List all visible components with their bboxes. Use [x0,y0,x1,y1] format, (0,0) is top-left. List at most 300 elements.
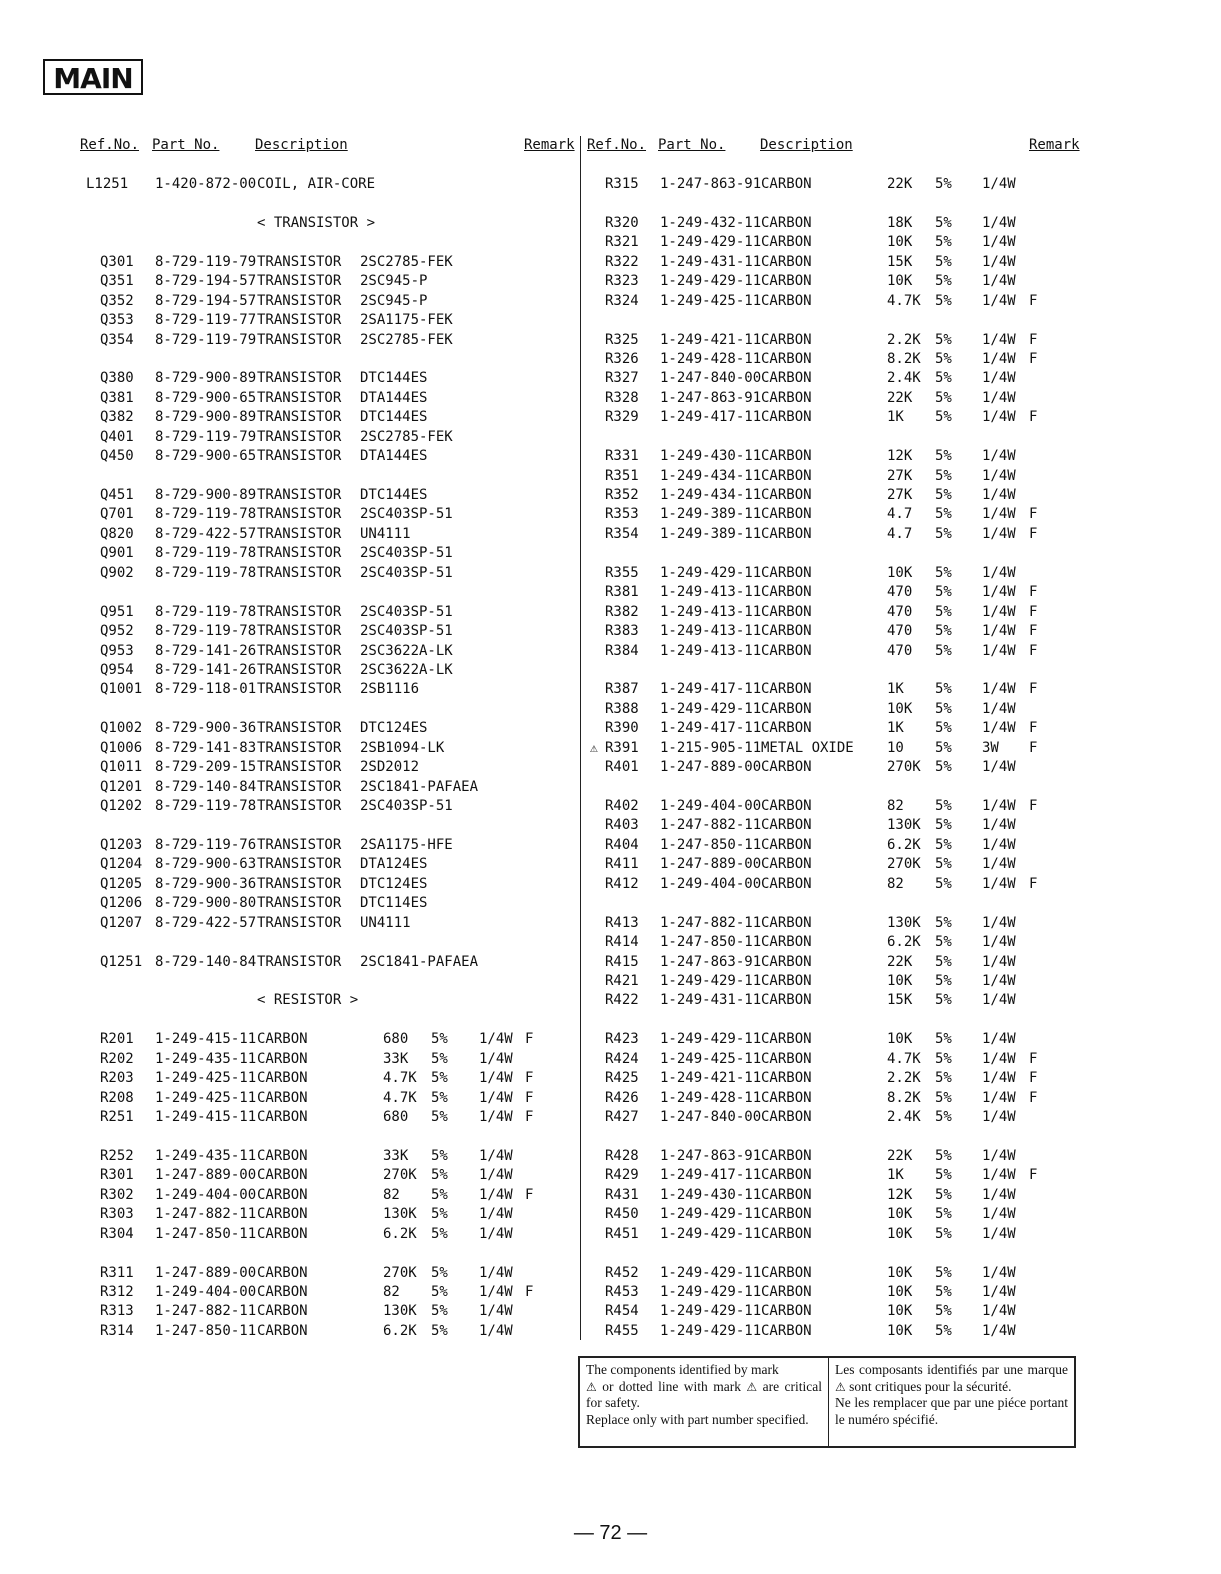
part-watt: 1/4W [982,914,1016,931]
part-tol: 5% [935,1225,952,1242]
part-tol: 5% [935,817,952,834]
part-part: 8-729-140-84 [155,953,257,970]
part-ref: R321 [605,234,639,251]
part-row [0,1283,1221,1302]
part-watt: 1/4W [479,1264,513,1281]
part-desc: CARBON [761,1283,812,1300]
part-ref: R455 [605,1322,639,1339]
part-row [0,1166,1221,1185]
spacer-row [0,544,1221,563]
part-desc: CARBON [761,798,812,814]
part-row [0,408,1221,427]
part-part: 8-729-119-77 [155,312,257,329]
part-tol: 5% [431,1050,448,1067]
part-watt: 1/4W [982,817,1016,834]
part-desc: CARBON [761,1050,812,1067]
part-spec: 2SA1175-FEK [360,312,453,329]
part-row [0,1030,1221,1049]
part-tol: 5% [935,1322,952,1339]
part-remark: F [525,1186,534,1203]
part-spec: 2SC1841-PAFAEA [360,778,479,795]
part-spec: DTC144ES [360,370,428,387]
part-part: 8-729-119-78 [155,623,257,640]
part-part: 1-249-428-11 [660,1089,762,1106]
part-tol: 5% [431,1167,448,1184]
part-part: 1-249-413-11 [660,642,762,659]
part-row [0,797,1221,816]
part-desc: TRANSISTOR [257,739,342,756]
part-watt: 1/4W [479,1206,513,1223]
part-watt: 1/4W [982,487,1016,503]
part-ref: R355 [605,564,639,581]
part-desc: CARBON [761,914,812,931]
part-part: 1-249-404-00 [660,875,762,892]
part-watt: 1/4W [982,253,1016,270]
part-watt: 1/4W [982,798,1016,814]
part-desc: CARBON [257,1050,308,1067]
part-val: 680 [383,1031,409,1048]
part-desc: CARBON [761,1303,812,1320]
part-row [0,972,1221,991]
part-tol: 5% [935,1264,952,1281]
part-tol: 5% [431,1303,448,1320]
part-ref: Q902 [100,564,134,581]
part-remark: F [1029,1089,1038,1106]
part-ref: R331 [605,448,639,465]
part-part: 1-249-428-11 [660,350,762,367]
part-val: 4.7K [383,1070,417,1087]
right-header-part: Part No. [658,137,726,153]
part-part: 1-249-429-11 [660,1283,762,1300]
part-part: 1-249-429-11 [660,1206,762,1223]
part-val: 22K [887,176,913,192]
part-val: 82 [383,1283,400,1300]
part-remark: F [525,1070,534,1087]
part-val: 470 [887,584,913,601]
part-ref: R404 [605,836,639,853]
part-tol: 5% [935,1283,952,1300]
part-val: 18K [887,214,913,231]
part-desc: CARBON [761,1225,812,1242]
part-ref: R324 [605,292,639,309]
part-ref: R201 [100,1031,134,1048]
part-remark: F [1029,409,1038,426]
part-watt: 1/4W [982,467,1016,484]
part-part: 1-247-889-00 [155,1167,257,1184]
part-tol: 5% [935,1206,952,1223]
part-ref: Q820 [100,525,134,542]
part-watt: 1/4W [982,564,1016,581]
part-val: 10K [887,273,913,290]
part-tol: 5% [431,1031,448,1048]
part-desc: TRANSISTOR [257,448,342,465]
part-part: 8-729-119-78 [155,506,257,523]
part-ref: R454 [605,1303,639,1320]
part-desc: TRANSISTOR [257,661,342,678]
part-part: 1-249-429-11 [660,700,762,717]
part-part: 1-249-430-11 [660,448,762,465]
part-desc: CARBON [761,642,812,659]
part-val: 1K [887,720,904,737]
part-ref: Q451 [100,487,134,503]
part-tol: 5% [935,1167,952,1184]
part-val: 22K [887,1147,913,1164]
spacer-row [0,194,1221,213]
part-ref: Q1011 [100,759,143,776]
part-desc: CARBON [761,584,812,601]
part-val: 470 [887,642,913,659]
part-ref: R302 [100,1186,134,1203]
part-tol: 5% [935,273,952,290]
part-remark: F [1029,506,1038,523]
part-row [0,953,1221,972]
part-val: 10K [887,234,913,251]
part-watt: 1/4W [982,720,1016,737]
part-ref: R203 [100,1070,134,1087]
part-part: 1-249-431-11 [660,253,762,270]
part-part: 1-249-413-11 [660,603,762,620]
part-desc: CARBON [761,836,812,853]
part-tol: 5% [935,564,952,581]
part-ref: R312 [100,1283,134,1300]
part-ref: Q952 [100,623,134,640]
part-watt: 1/4W [982,1109,1016,1125]
part-part: 1-249-421-11 [660,1070,762,1087]
part-part: 1-247-863-91 [660,176,762,192]
part-row [0,875,1221,894]
part-ref: Q951 [100,603,134,620]
part-desc: CARBON [761,506,812,523]
part-row [0,253,1221,272]
part-part: 1-249-429-11 [660,1322,762,1339]
warning-triangle-icon: ⚠ [590,740,598,756]
warning-triangle-icon: ⚠ [586,1379,597,1394]
part-ref: R383 [605,623,639,640]
part-row [0,233,1221,252]
part-val: 33K [383,1147,409,1164]
part-desc: CARBON [257,1186,308,1203]
part-desc: CARBON [257,1167,308,1184]
part-tol: 5% [431,1225,448,1242]
part-ref: R314 [100,1322,134,1339]
part-val: 10K [887,564,913,581]
part-part: 1-249-415-11 [155,1031,257,1048]
part-watt: 1/4W [982,1322,1016,1339]
part-part: 1-247-889-00 [660,856,762,873]
part-desc: TRANSISTOR [257,253,342,270]
part-row [0,292,1221,311]
part-val: 8.2K [887,350,921,367]
part-watt: 1/4W [982,448,1016,465]
part-spec: DTA144ES [360,389,428,406]
part-part: 1-249-413-11 [660,584,762,601]
part-ref: R423 [605,1031,639,1048]
part-watt: 1/4W [982,214,1016,231]
part-ref: Q1206 [100,895,143,912]
part-part: 1-249-425-11 [155,1070,257,1087]
part-desc: CARBON [257,1225,308,1242]
spacer-row [0,778,1221,797]
part-val: 12K [887,448,913,465]
part-part: 1-249-417-11 [660,409,762,426]
part-ref: L1251 [86,176,129,192]
part-part: 8-729-900-36 [155,720,257,737]
part-part: 8-729-141-26 [155,642,257,659]
part-spec: 2SC945-P [360,292,428,309]
part-watt: 1/4W [982,759,1016,776]
part-row [0,1225,1221,1244]
part-part: 1-249-429-11 [660,1031,762,1048]
part-desc: CARBON [761,176,812,192]
part-ref: Q954 [100,661,134,678]
part-desc: CARBON [761,1147,812,1164]
part-ref: R322 [605,253,639,270]
part-ref: R315 [605,176,639,192]
part-part: 1-249-429-11 [660,273,762,290]
part-part: 8-729-119-79 [155,428,257,445]
part-val: 270K [383,1167,417,1184]
part-val: 10K [887,972,913,989]
part-spec: DTA124ES [360,856,428,873]
part-spec: 2SC945-P [360,273,428,290]
part-part: 1-247-889-00 [155,1264,257,1281]
part-ref: R413 [605,914,639,931]
part-part: 1-249-404-00 [155,1283,257,1300]
part-desc: CARBON [761,487,812,503]
part-watt: 1/4W [982,700,1016,717]
part-val: 130K [887,817,921,834]
part-val: 8.2K [887,1089,921,1106]
left-header-desc: Description [255,137,348,153]
part-remark: F [1029,603,1038,620]
part-part: 1-249-429-11 [660,1303,762,1320]
part-row [0,369,1221,388]
part-tol: 5% [935,759,952,776]
part-remark: F [1029,720,1038,737]
part-ref: R352 [605,487,639,503]
part-watt: 1/4W [479,1225,513,1242]
part-desc: CARBON [257,1303,308,1320]
part-tol: 5% [431,1206,448,1223]
part-tol: 5% [431,1070,448,1087]
part-ref: R424 [605,1050,639,1067]
part-desc: CARBON [761,875,812,892]
part-part: 1-249-425-11 [155,1089,257,1106]
part-ref: R451 [605,1225,639,1242]
part-part: 8-729-900-89 [155,370,257,387]
part-spec: 2SC3622A-LK [360,642,453,659]
part-desc: CARBON [761,681,812,698]
part-ref: R415 [605,953,639,970]
part-row [0,1205,1221,1224]
spacer-row [0,1244,1221,1263]
part-ref: Q353 [100,312,134,329]
part-tol: 5% [935,1186,952,1203]
part-val: 130K [383,1303,417,1320]
part-part: 8-729-119-79 [155,253,257,270]
part-ref: Q1205 [100,875,143,892]
part-desc: CARBON [761,953,812,970]
part-remark: F [525,1089,534,1106]
part-ref: Q401 [100,428,134,445]
part-tol: 5% [431,1147,448,1164]
part-remark: F [1029,331,1038,348]
part-desc: CARBON [761,273,812,290]
part-desc: TRANSISTOR [257,681,342,698]
part-watt: 1/4W [982,1031,1016,1048]
part-part: 8-729-119-78 [155,564,257,581]
part-part: 1-249-429-11 [660,1225,762,1242]
part-part: 8-729-118-01 [155,681,257,698]
section-heading-text: < RESISTOR > [257,992,359,1009]
part-desc: CARBON [761,992,812,1009]
part-part: 1-247-863-91 [660,1147,762,1164]
part-row [0,214,1221,233]
part-part: 1-247-882-11 [660,817,762,834]
part-part: 1-247-863-91 [660,953,762,970]
part-desc: TRANSISTOR [257,525,342,542]
part-val: 82 [887,875,904,892]
part-part: 1-249-389-11 [660,525,762,542]
part-tol: 5% [935,292,952,309]
part-watt: 1/4W [982,1147,1016,1164]
part-part: 1-247-850-11 [155,1322,257,1339]
part-watt: 1/4W [982,1186,1016,1203]
part-desc: CARBON [761,389,812,406]
part-part: 1-249-429-11 [660,1264,762,1281]
part-remark: F [1029,798,1038,814]
part-row [0,1147,1221,1166]
part-ref: R387 [605,681,639,698]
part-row [0,914,1221,933]
part-tol: 5% [935,739,952,756]
part-watt: 1/4W [982,1167,1016,1184]
part-watt: 1/4W [982,1264,1016,1281]
part-spec: 2SC403SP-51 [360,603,453,620]
part-part: 1-249-417-11 [660,1167,762,1184]
part-tol: 5% [935,525,952,542]
part-part: 8-729-209-15 [155,759,257,776]
part-watt: 1/4W [982,273,1016,290]
part-desc: TRANSISTOR [257,623,342,640]
part-tol: 5% [935,584,952,601]
part-row [0,1302,1221,1321]
part-part: 1-249-417-11 [660,681,762,698]
part-ref: R313 [100,1303,134,1320]
part-part: 8-729-900-65 [155,389,257,406]
part-val: 470 [887,623,913,640]
part-tol: 5% [935,972,952,989]
part-ref: Q1001 [100,681,143,698]
part-part: 8-729-141-83 [155,739,257,756]
part-ref: R327 [605,370,639,387]
part-part: 1-249-429-11 [660,234,762,251]
part-watt: 1/4W [982,642,1016,659]
part-desc: TRANSISTOR [257,564,342,581]
part-tol: 5% [935,681,952,698]
part-desc: TRANSISTOR [257,428,342,445]
part-desc: CARBON [761,467,812,484]
part-row [0,486,1221,505]
part-ref: R391 [605,739,639,756]
part-row [0,855,1221,874]
notice-fr-line3: Ne les remplacer que par une piéce portant le numéro spécifié. [835,1395,1068,1427]
part-tol: 5% [431,1322,448,1339]
part-spec: 2SC403SP-51 [360,798,453,814]
part-desc: TRANSISTOR [257,603,342,620]
left-header-part: Part No. [152,137,220,153]
part-ref: R453 [605,1283,639,1300]
part-spec: 2SC3622A-LK [360,661,453,678]
safety-notice-french [829,1358,1074,1446]
part-part: 1-249-415-11 [155,1109,257,1125]
part-tol: 5% [935,214,952,231]
part-remark: F [1029,739,1038,756]
part-remark: F [1029,681,1038,698]
part-ref: R311 [100,1264,134,1281]
part-ref: Q1201 [100,778,143,795]
part-val: 27K [887,487,913,503]
part-remark: F [1029,350,1038,367]
part-watt: 1/4W [479,1167,513,1184]
part-desc: CARBON [761,350,812,367]
part-remark: F [525,1109,534,1125]
part-ref: R251 [100,1109,134,1125]
part-desc: CARBON [761,448,812,465]
part-desc: CARBON [761,1206,812,1223]
part-val: 1K [887,1167,904,1184]
part-watt: 1/4W [982,953,1016,970]
part-spec: DTC114ES [360,895,428,912]
part-ref: Q450 [100,448,134,465]
part-tol: 5% [935,448,952,465]
part-desc: CARBON [761,1109,812,1125]
part-tol: 5% [431,1109,448,1125]
part-desc: CARBON [761,525,812,542]
part-remark: F [1029,1167,1038,1184]
right-header-desc: Description [760,137,853,153]
part-tol: 5% [935,253,952,270]
part-desc: TRANSISTOR [257,370,342,387]
part-val: 10K [887,1322,913,1339]
part-watt: 1/4W [982,389,1016,406]
part-remark: F [1029,642,1038,659]
part-tol: 5% [935,720,952,737]
part-desc: TRANSISTOR [257,331,342,348]
part-val: 4.7K [887,292,921,309]
part-spec: 2SC1841-PAFAEA [360,953,479,970]
part-tol: 5% [935,836,952,853]
part-desc: CARBON [761,623,812,640]
part-tol: 5% [431,1089,448,1106]
part-ref: Q953 [100,642,134,659]
part-desc: TRANSISTOR [257,292,342,309]
part-val: 270K [887,856,921,873]
part-part: 1-249-429-11 [660,972,762,989]
part-val: 15K [887,253,913,270]
part-val: 680 [383,1109,409,1125]
part-tol: 5% [935,389,952,406]
part-desc: CARBON [761,1264,812,1281]
part-spec: 2SC403SP-51 [360,545,453,562]
part-desc: CARBON [257,1206,308,1223]
part-ref: R401 [605,759,639,776]
part-spec: DTC144ES [360,487,428,503]
section-heading-text: < TRANSISTOR > [257,214,376,231]
part-ref: Q381 [100,389,134,406]
part-tol: 5% [935,1031,952,1048]
part-val: 4.7K [383,1089,417,1106]
